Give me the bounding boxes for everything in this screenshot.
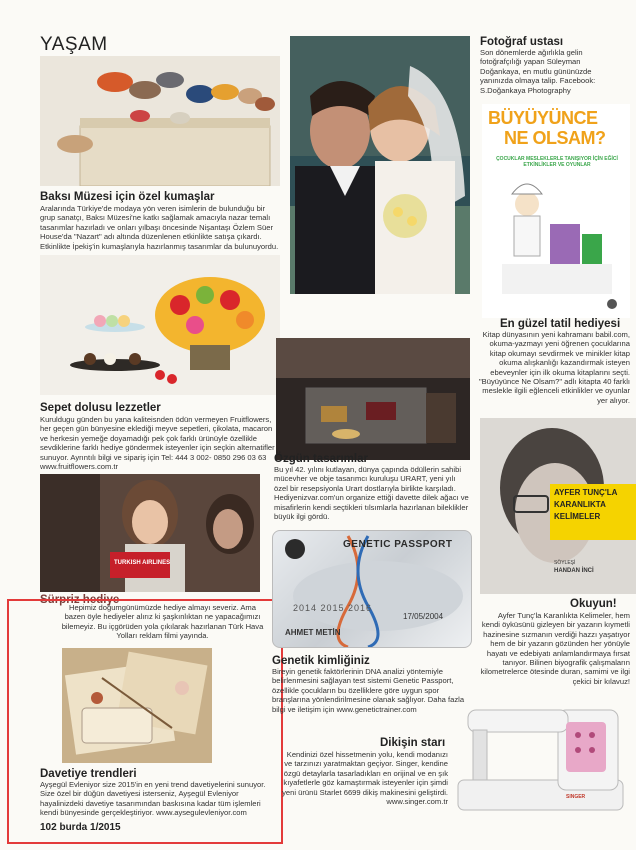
genetic-passport-card <box>272 530 472 648</box>
issue-number: 1/2015 <box>90 822 121 833</box>
okuyun-body: Ayfer Tunç'la Karanlıkta Kelimeler, hem kendi öyküsünü gizleyen bir yazarın kıymetli hazinesine sızmanın verdiği hazzı yaşatıyor hem de bir yazarın gözünden her yönüyle hayatı ve edebiyatı anlamlandırmaya fırsat tanıyor. Bilinen biyografik çalışmaların kilometrelerce ötesinde duran, samimi ve ilgi çekici bir kılavuz! <box>480 611 630 686</box>
tatil-title: En güzel tatil hediyesi <box>500 318 621 330</box>
thy-illustration <box>40 474 260 592</box>
tatil-body: Kitap dünyasının yeni kahramanı babil.com, okuma-yazmayı yeni öğrenen çocuklarına kitap okumayı sevdirmek ve minikler kitap okuma alışkanlığı kazandırmak isteyen ebeveynler için ilk okuma kitaplarını seçti. "Büyüyünce Ne Olsam?" adlı kitapta 40 farklı meslekle ilgili eğlenceli etkinlikler ve oyunlar yer alıyor. <box>478 330 630 405</box>
sepet-body: Kuruldugu günden bu yana kaliteisnden ödün vermeyen Fruitflowers, her geçen gün bünyesine eklediği meyve sepetleri, çikolata, macaron ve herkesin yemeğe doyamadığı pek çok farklı ürünüyle özellikle sevdiklerine farklı hediye göndermek isteyenler için seçkin alternatifler sunuyor. Ayrıntılı bilgi ve sipariş için Tel: 444 3 002- 0850 296 03 63 www.fruitflowers.com.tr <box>40 415 275 472</box>
passport-brand: GENETIC PASSPORT <box>343 539 453 550</box>
sepet-title: Sepet dolusu lezzetler <box>40 402 161 414</box>
surprise-title: Sürpriz hediye <box>40 594 120 606</box>
dikis-title: Dikişin starı <box>380 737 446 749</box>
baksi-title: Baksı Müzesi için özel kumaşlar <box>40 191 215 203</box>
book-subtitle: ÇOCUKLAR MESLEKLERLE TANIŞIYOR İÇİN EĞİCİ ETKİNLİKLER VE OYUNLAR <box>496 156 618 168</box>
fotograf-title: Fotoğraf ustası <box>480 36 564 48</box>
airline-sign: TURKISH AIRLINES <box>114 560 171 566</box>
okuyun-title: Okuyun! <box>570 598 617 610</box>
baksi-body: Aralarında Türkiye'de modaya yön veren isimlerin de bulunduğu bir grup sanatçı, Baksı Müzesi'ne katkı sağlamak amacıyla nazar temalı tasarımlar hazırladı ve onları yılbaşı öncesinde Nişantaşı Özlem Süer House'da "Nazart" adı altında düzenlenen etkinlikte satışa çıkardı. Etkinlikte İpekiş'in kumaşlarıyla hazırlanmış tasarımlar da bulunuyordu. <box>40 204 279 251</box>
jewelry-photo <box>276 338 470 460</box>
hats-illustration <box>40 56 280 186</box>
wedding-illustration <box>290 36 470 294</box>
cover-title-line2: KELİMELER <box>554 512 601 521</box>
book-title-line2: NE OLSAM? <box>504 128 606 148</box>
jewelry-illustration <box>276 338 470 460</box>
sewing-machine-illustration <box>448 700 628 816</box>
wedding-photo <box>290 36 470 294</box>
book-illustration <box>482 104 630 318</box>
ozgun-title: Özgün tasarımlar <box>274 453 368 465</box>
cover-author: AYFER TUNÇ'LA <box>554 488 618 497</box>
fotograf-body: Son dönemlerde ağırlıkla gelin fotoğrafçılığı yapan Süleyman Doğankaya, en mutlu gününüzde yanınızda olmaya talip. Facebook: S.Doğankaya Photography <box>480 48 596 95</box>
genetik-title: Genetik kimliğiniz <box>272 655 370 667</box>
passport-date: 17/05/2004 <box>403 612 444 621</box>
surprise-body: Hepimiz doğumgünümüzde hediye almayı severiz. Ama bazen öyle hediyeler alırız ki şaşkınlıktan ne yapacağımızı bilemeyiz. Bu içgörüden yola çıkılarak hazırlanan Türk Hava Yolları reklam filmi yayında. <box>61 603 264 641</box>
magazine-name: burda <box>59 822 88 833</box>
fruit-basket-photo <box>40 255 280 395</box>
davetiye-title: Davetiye trendleri <box>40 768 137 780</box>
passport-name: AHMET METİN <box>285 628 341 637</box>
singer-label: SINGER <box>566 794 586 800</box>
book-cover <box>482 104 630 318</box>
book-title-line1: BÜYÜYÜNCE <box>488 108 598 128</box>
fruit-illustration <box>40 255 280 395</box>
cover-title-line1: KARANLIKTA <box>554 500 606 509</box>
sewing-machine-photo <box>448 700 628 816</box>
genetik-body: Bireyin genetik faktörlerinin DNA analizi yöntemiyle belirlenmesini sağlayan test sistemi Genetic Passport, özellikle çocukların bu özelliklere göre uygun spor branşlarına yönlendirilmesine olanak sağlıyor. Daha fazla bilgi ve iletişim için www.genetictrainer.com <box>272 667 465 714</box>
karanlikta-cover <box>480 418 636 594</box>
dikis-body: Kendinizi özel hissetmenin yolu, kendi modanızı ve tarzınızı yaratmaktan geçiyor. Singer, kendine özgü detaylarla tasarladıkları en orijinal ve en şık kıyafetlerle göz kamaştırmak isteyenler için şimdi yeni ürünü Starlet 6699 dikiş makinesini geliştirdi. www.singer.com.tr <box>282 750 448 807</box>
davetiye-body: Ayşegül Evleniyor size 2015'in en yeni trend davetiyelerini sunuyor. Size özel bir düğün davetiyesi isterseniz, Ayşegül Evleniyor hayalinizdeki davetiye tasarımından baskısına kadar tüm işlemleri kendi bünyesinde gerçekleştiriyor. www.aysegulevleniyor.com <box>40 780 266 818</box>
thy-ad-photo <box>40 474 260 592</box>
cover-credit-label: SÖYLEŞİ <box>554 560 576 566</box>
cover-credit-name: HANDAN İNCİ <box>554 568 594 574</box>
ozgun-body: Bu yıl 42. yılını kutlayan, dünya çapında ödüllerin sahibi mücevher ve obje tasarımcı kuruluşu URART, yeni yılı özel bir resepsiyonla Urart dostlarıyla birlikte karşıladı. Hediyenizvar.com'un organize ettiği davette dilek ağacı ve misafirlerin kendi seçtikleri tılsımlarla hazırlanan bileklikler büyük ilgi gördü. <box>274 465 469 522</box>
highlight-frame <box>7 599 283 844</box>
page-number: 102 <box>40 822 57 833</box>
section-title: YAŞAM <box>40 34 108 55</box>
hats-photo <box>40 56 280 186</box>
passport-years: 2014 2015 2016 <box>293 603 373 613</box>
